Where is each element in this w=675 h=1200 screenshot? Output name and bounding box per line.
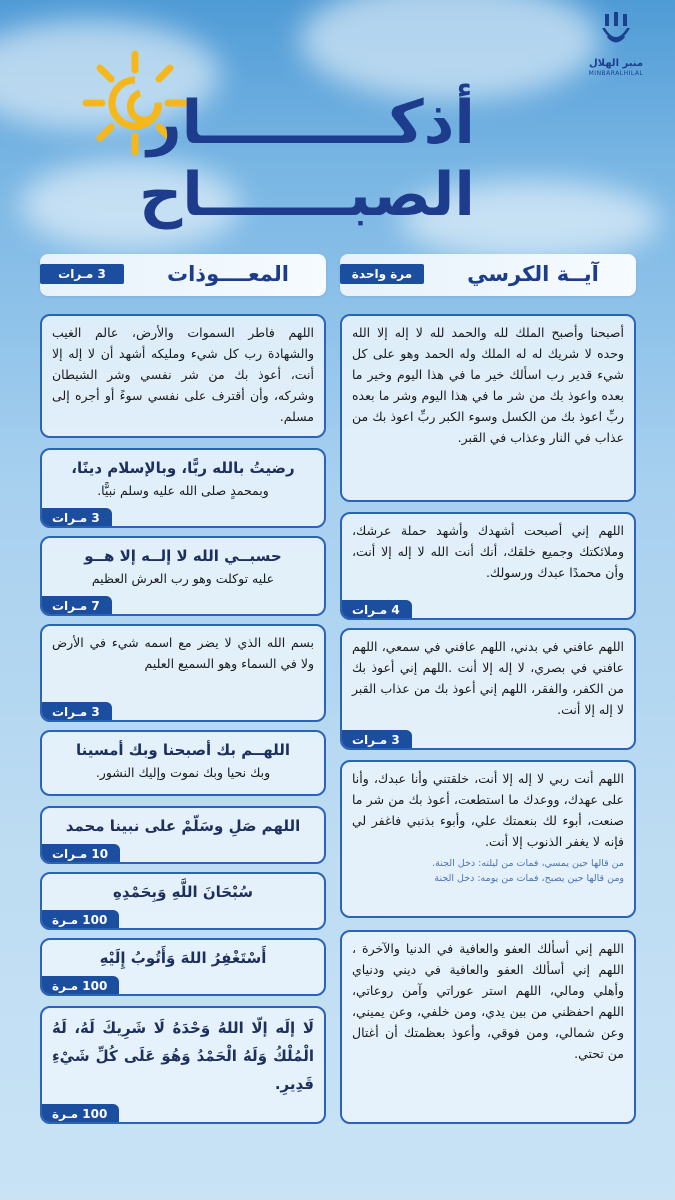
dhikr-text: لَا إلَه إلّا اللهُ وَحْدَهُ لَا شَرِيكَ لَهُ، لَهُ الْمُلْكُ وَلَهُ الْحَمْدُ وَهُوَ عَلَى كُلِّ شَيْءِ قَدِيرِ.: [52, 1019, 314, 1093]
brand-name: منبر الهلال: [588, 58, 644, 69]
header-title: المعــــوذات: [167, 262, 289, 286]
dhikr-card: [340, 760, 636, 918]
dhikr-text: عليه توكلت وهو رب العرش العظيم: [91, 571, 275, 586]
repeat-badge: 7 مـرات: [40, 596, 112, 616]
dhikr-card: [40, 806, 326, 864]
note-line: من قالها حين يمسي، فمات من ليلته: دخل الجنة.: [432, 858, 624, 869]
dhikr-text: أَسْتَغْفِرُ اللهَ وَأَتُوبُ إِلَيْهِ: [99, 949, 267, 967]
dhikr-card: [340, 314, 636, 502]
repeat-badge: 100 مـرة: [40, 976, 119, 996]
dhikr-card: [40, 872, 326, 930]
title-line-1: أذكـــــــــار: [147, 88, 475, 158]
repeat-badge: 10 مـرات: [40, 844, 120, 864]
repeat-badge: 4 مـرات: [340, 600, 412, 620]
dhikr-card: [40, 448, 326, 528]
dhikr-text: اللهم صَلِ وسَلّمْ على نبينا محمد: [65, 817, 301, 835]
repeat-badge: 3 مـرات: [40, 702, 112, 722]
note-line: ومن قالها حين يصبح، فمات من يومه: دخل الجنة: [434, 873, 624, 884]
header-muawwidhat: [40, 254, 326, 296]
dhikr-card: [340, 628, 636, 750]
title-line-2: الصبـــــــاح: [138, 160, 475, 230]
page-title: [147, 88, 475, 158]
dhikr-note: [352, 856, 624, 886]
dhikr-card: [40, 730, 326, 796]
dhikr-text: اللهم إني أسألك العفو والعافية في الدنيا والآخرة ، اللهم إني أسألك العفو والعافية في ديني ودنياي وأهلي ومالي، اللهم استر عوراتي وآمن روعاتي، اللهم احفظني من بين يدي، ومن خلفي، وعن يميني، وعن شمالي، ومن فوقي، وأعوذ بعظمتك أن أغتال من تحتي.: [352, 941, 624, 1061]
dhikr-text: رضيتُ بالله ربًّا، وبالإسلام دينًا،: [71, 459, 295, 477]
repeat-badge: 100 مـرة: [40, 910, 119, 930]
dhikr-card: [40, 1006, 326, 1124]
brand-logo: [581, 12, 651, 78]
header-title: آيــة الكرسي: [467, 262, 599, 286]
repeat-badge: مرة واحدة: [340, 264, 424, 284]
repeat-badge: 3 مـرات: [340, 730, 412, 750]
dhikr-text: حسبــي الله لا إلــه إلا هــو: [84, 547, 282, 565]
brand-name-latin: MINBARALHILAL: [588, 70, 644, 77]
dhikr-card: [40, 536, 326, 616]
dhikr-text: اللهــم بك أصبحنا وبك أمسينا: [75, 741, 291, 759]
dhikr-card: [340, 930, 636, 1124]
dhikr-text: أصبحنا وأصبح الملك لله والحمد لله لا إله إلا الله وحده لا شريك له له الملك وله الحمد وهو على كل شيء قدير رب اسألك خير ما في هذا اليوم وخير ما بعده واعوذ بك من شر ما في هذا اليوم وشر ما بعده ربِّ اعوذ بك من الكسل وسوء الكبر ربِّ اعوذ بك من عذاب في النار وعذاب في القبر.: [352, 325, 624, 445]
dhikr-card: [340, 512, 636, 620]
dhikr-text: وبك نحيا وبك نموت وإليك النشور.: [95, 765, 271, 780]
header-ayat-alkursi: [340, 254, 636, 296]
dhikr-card: [40, 624, 326, 722]
dhikr-text: بسم الله الذي لا يضر مع اسمه شيء في الأرض ولا في السماء وهو السميع العليم: [52, 635, 314, 671]
dhikr-text: اللهم أنت ربي لا إله إلا أنت، خلقتني وأنا عبدك، وأنا على عهدك، ووعدك ما استطعت، أعوذ بك من شر ما صنعت، أبوء لك بنعمتك علي، وأبوء بذنبي فاغفر لي فإنه لا يغفر الذنوب إلا أنت.: [352, 771, 624, 849]
dhikr-card: [40, 314, 326, 438]
repeat-badge: 3 مـرات: [40, 264, 124, 284]
dhikr-text: اللهم فاطر السموات والأرض، عالم الغيب والشهادة رب كل شيء ومليكه أشهد أن لا إله إلا أنت، أعوذ بك من شر نفسي وشر الشيطان وشركه، وأن أقترف على نفسي سوءً أو أجره إلى مسلم.: [52, 325, 314, 424]
repeat-badge: 100 مـرة: [40, 1104, 119, 1124]
dhikr-text: اللهم إني أصبحت أشهدك وأشهد حملة عرشك، وملائكتك وجميع خلقك، أنك أنت الله لا إله إلا أنت، وأن محمدًا عبدك ورسولك.: [352, 523, 624, 580]
dhikr-text: اللهم عافني في بدني، اللهم عافني في سمعي، اللهم عافني في بصري، لا إله إلا أنت .اللهم إني أعوذ بك من الكفر، والفقر، اللهم إني أعوذ بك من عذاب القبر لا إله إلا أنت.: [352, 639, 624, 717]
cloud: [300, 0, 600, 100]
crescent-logo-icon: [599, 12, 633, 54]
repeat-badge: 3 مـرات: [40, 508, 112, 528]
dhikr-card: [40, 938, 326, 996]
dhikr-text: سُبْحَانَ اللَّهِ وَبِحَمْدِهِ: [113, 883, 253, 901]
dhikr-text: وبمحمدٍ صلى الله عليه وسلم نبيًّا.: [97, 483, 269, 498]
